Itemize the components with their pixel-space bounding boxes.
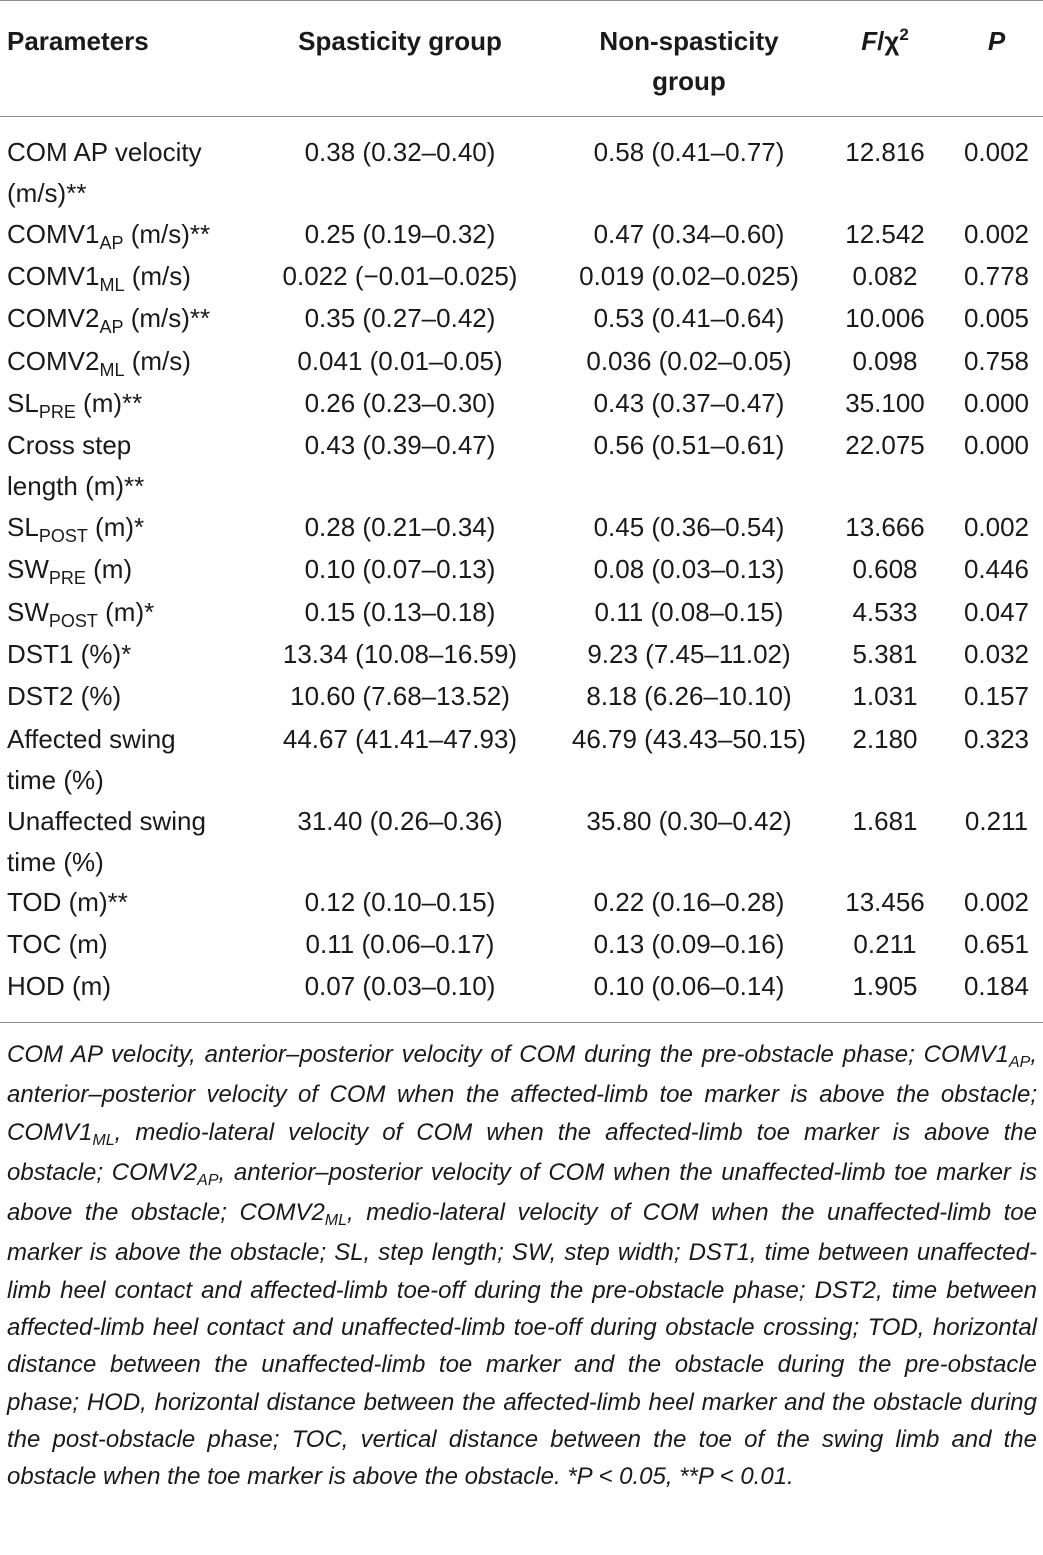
- stat-value: 5.381: [852, 639, 918, 669]
- p-value: 0.778: [963, 261, 1030, 291]
- row-label: [7, 592, 154, 636]
- stat-value: 12.542: [845, 219, 925, 249]
- stat-value: 1.905: [852, 971, 918, 1001]
- stat-value: 12.816: [845, 137, 925, 167]
- stat-value: 2.180: [852, 724, 918, 754]
- p-value: 0.002: [963, 887, 1030, 917]
- stat-value: 1.031: [852, 681, 918, 711]
- spasticity-value: 0.26 (0.23–0.30): [304, 388, 496, 418]
- label-base: COMV1: [7, 219, 100, 249]
- footnote-text: , anterior–posterior velocity of COM when the affected-limb toe marker is above the obstacle; COMV1: [7, 1041, 1037, 1146]
- non-spasticity-value: 0.47 (0.34–0.60): [593, 219, 785, 249]
- footnote-text: , anterior–posterior velocity of COM when the unaffected-limb toe marker is above the obstacle; COMV2: [7, 1158, 1038, 1227]
- non-spasticity-value: 35.80 (0.30–0.42): [586, 806, 792, 836]
- spasticity-value: 10.60 (7.68–13.52): [290, 681, 510, 711]
- label-suffix: (m/s)**: [123, 219, 211, 249]
- bottom-rule: [0, 1022, 1043, 1023]
- p-value: 0.446: [963, 554, 1030, 584]
- label-subscript: POST: [38, 526, 88, 546]
- label-suffix: (m)**: [75, 388, 143, 418]
- label-subscript: ML: [99, 275, 125, 295]
- header-chi: /χ: [877, 26, 900, 56]
- spasticity-value: 13.34 (10.08–16.59): [282, 639, 518, 669]
- spasticity-value: 0.43 (0.39–0.47): [304, 430, 496, 460]
- label-subscript: POST: [48, 611, 98, 631]
- spasticity-value: 44.67 (41.41–47.93): [282, 724, 518, 754]
- footnote-subscript: ML: [324, 1212, 348, 1230]
- non-spasticity-value: 0.53 (0.41–0.64): [593, 303, 785, 333]
- footnote-text: COM AP velocity, anterior–posterior velocity of COM during the pre-obstacle phase; COMV1: [7, 1041, 1009, 1068]
- p-value: 0.323: [963, 724, 1030, 754]
- non-spasticity-value: 0.58 (0.41–0.77): [593, 137, 785, 167]
- label-base: SL: [7, 388, 39, 418]
- non-spasticity-value: 0.45 (0.36–0.54): [593, 512, 785, 542]
- p-value: 0.184: [963, 971, 1030, 1001]
- p-value: 0.758: [963, 346, 1030, 376]
- row-label: DST2 (%): [7, 681, 122, 711]
- non-spasticity-value: 0.56 (0.51–0.61): [593, 430, 785, 460]
- non-spasticity-value: 0.11 (0.08–0.15): [594, 597, 784, 627]
- spasticity-value: 0.11 (0.06–0.17): [305, 929, 495, 959]
- non-spasticity-value: 0.036 (0.02–0.05): [586, 346, 792, 376]
- non-spasticity-value: 0.13 (0.09–0.16): [593, 929, 785, 959]
- p-value: 0.002: [963, 219, 1030, 249]
- header-rule: [0, 116, 1043, 117]
- spasticity-value: 31.40 (0.26–0.36): [297, 806, 503, 836]
- non-spasticity-value: 9.23 (7.45–11.02): [587, 639, 791, 669]
- non-spasticity-value: 0.43 (0.37–0.47): [593, 388, 785, 418]
- label-subscript: AP: [99, 233, 124, 253]
- p-value: 0.000: [963, 430, 1030, 460]
- row-label: [7, 383, 142, 427]
- label-base: COMV1: [7, 261, 100, 291]
- row-label: HOD (m): [7, 971, 111, 1001]
- p-value: 0.002: [963, 512, 1030, 542]
- stat-value: 13.456: [845, 887, 925, 917]
- label-base: COMV2: [7, 346, 100, 376]
- p-value: 0.211: [964, 806, 1029, 836]
- header-parameters: Parameters: [7, 26, 149, 56]
- row-label: TOC (m): [7, 929, 108, 959]
- footnote-text: , medio-lateral velocity of COM when the unaffected-limb toe marker is above the obstacle; SL, step length; SW, step width; DST1, time between unaffected-limb heel contact and affected-limb toe-off during the pre-obstacle phase; DST2, time between affected-limb heel contact and unaffected-limb toe-off during obstacle crossing; TOD, horizontal distance between the unaffected-limb toe marker and the obstacle during the pre-obstacle phase; HOD, horizontal distance between the affected-limb heel marker and the obstacle during the post-obstacle phase; TOC, vertical distance between the toe of the swing limb and the obstacle when the toe marker is above the obstacle. *P < 0.05, **P < 0.01.: [7, 1199, 1037, 1491]
- header-p-label: P: [987, 26, 1006, 56]
- label-base: SW: [7, 554, 49, 584]
- p-value: 0.047: [963, 597, 1030, 627]
- non-spasticity-value: 46.79 (43.43–50.15): [571, 724, 807, 754]
- footnote-subscript: AP: [197, 1171, 219, 1189]
- header-non-spasticity-line1: Non-spasticity: [599, 26, 779, 56]
- row-label: [7, 256, 191, 300]
- label-base: SL: [7, 512, 39, 542]
- row-label: COM AP velocity (m/s)**: [7, 137, 202, 208]
- row-label: [7, 507, 144, 551]
- label-subscript: AP: [99, 317, 124, 337]
- stat-value: 4.533: [852, 597, 918, 627]
- header-non-spasticity-line2: group: [652, 66, 726, 96]
- row-label: [7, 549, 132, 593]
- p-value: 0.032: [963, 639, 1030, 669]
- label-suffix: (m/s): [124, 261, 191, 291]
- label-base: SW: [7, 597, 49, 627]
- stat-value: 1.681: [852, 806, 918, 836]
- p-value: 0.005: [963, 303, 1030, 333]
- table-footnote: [7, 1036, 1037, 1496]
- non-spasticity-value: 8.18 (6.26–10.10): [586, 681, 792, 711]
- stat-value: 0.098: [852, 346, 918, 376]
- p-value: 0.002: [963, 137, 1030, 167]
- label-suffix: (m/s): [124, 346, 191, 376]
- footnote-subscript: ML: [92, 1131, 115, 1149]
- spasticity-value: 0.28 (0.21–0.34): [304, 512, 496, 542]
- stat-value: 10.006: [845, 303, 925, 333]
- stat-value: 0.608: [852, 554, 918, 584]
- label-suffix: (m)*: [97, 597, 155, 627]
- label-subscript: PRE: [38, 402, 76, 422]
- non-spasticity-value: 0.019 (0.02–0.025): [579, 261, 799, 291]
- row-label: [7, 298, 210, 342]
- label-suffix: (m)*: [87, 512, 145, 542]
- spasticity-value: 0.10 (0.07–0.13): [304, 554, 496, 584]
- spasticity-value: 0.041 (0.01–0.05): [297, 346, 503, 376]
- non-spasticity-value: 0.22 (0.16–0.28): [593, 887, 785, 917]
- label-subscript: ML: [99, 360, 125, 380]
- p-value: 0.651: [963, 929, 1030, 959]
- label-suffix: (m): [85, 554, 133, 584]
- spasticity-value: 0.12 (0.10–0.15): [304, 887, 496, 917]
- spasticity-value: 0.25 (0.19–0.32): [304, 219, 496, 249]
- header-p: [950, 21, 1043, 61]
- row-label: Unaffected swing time (%): [7, 806, 206, 877]
- non-spasticity-value: 0.10 (0.06–0.14): [593, 971, 785, 1001]
- row-label: [7, 341, 191, 385]
- row-label: Affected swing time (%): [7, 724, 176, 795]
- row-label: Cross step length (m)**: [7, 430, 145, 501]
- non-spasticity-value: 0.08 (0.03–0.13): [593, 554, 785, 584]
- stat-value: 35.100: [845, 388, 925, 418]
- header-chi-exponent: 2: [899, 25, 909, 44]
- stat-value: 0.211: [853, 929, 917, 959]
- row-label: TOD (m)**: [7, 887, 128, 917]
- label-subscript: PRE: [48, 568, 86, 588]
- stat-value: 0.082: [852, 261, 918, 291]
- p-value: 0.000: [963, 388, 1030, 418]
- spasticity-value: 0.35 (0.27–0.42): [304, 303, 496, 333]
- footnote-subscript: AP: [1008, 1054, 1031, 1071]
- spasticity-value: 0.38 (0.32–0.40): [304, 137, 496, 167]
- label-base: COMV2: [7, 303, 100, 333]
- p-value: 0.157: [963, 681, 1030, 711]
- spasticity-value: 0.15 (0.13–0.18): [304, 597, 496, 627]
- stat-value: 22.075: [845, 430, 925, 460]
- spasticity-value: 0.022 (−0.01–0.025): [282, 261, 518, 291]
- header-f-chi-square: [830, 21, 940, 65]
- spasticity-value: 0.07 (0.03–0.10): [304, 971, 496, 1001]
- row-label: DST1 (%)*: [7, 639, 132, 669]
- row-label: [7, 214, 210, 258]
- footnote-text: , medio-lateral velocity of COM when the affected-limb toe marker is above the obstacle; COMV2: [7, 1118, 1037, 1186]
- label-suffix: (m/s)**: [123, 303, 211, 333]
- stat-value: 13.666: [845, 512, 925, 542]
- header-spasticity-group: Spasticity group: [298, 26, 502, 56]
- top-rule: [0, 0, 1043, 1]
- header-f: F: [861, 26, 878, 56]
